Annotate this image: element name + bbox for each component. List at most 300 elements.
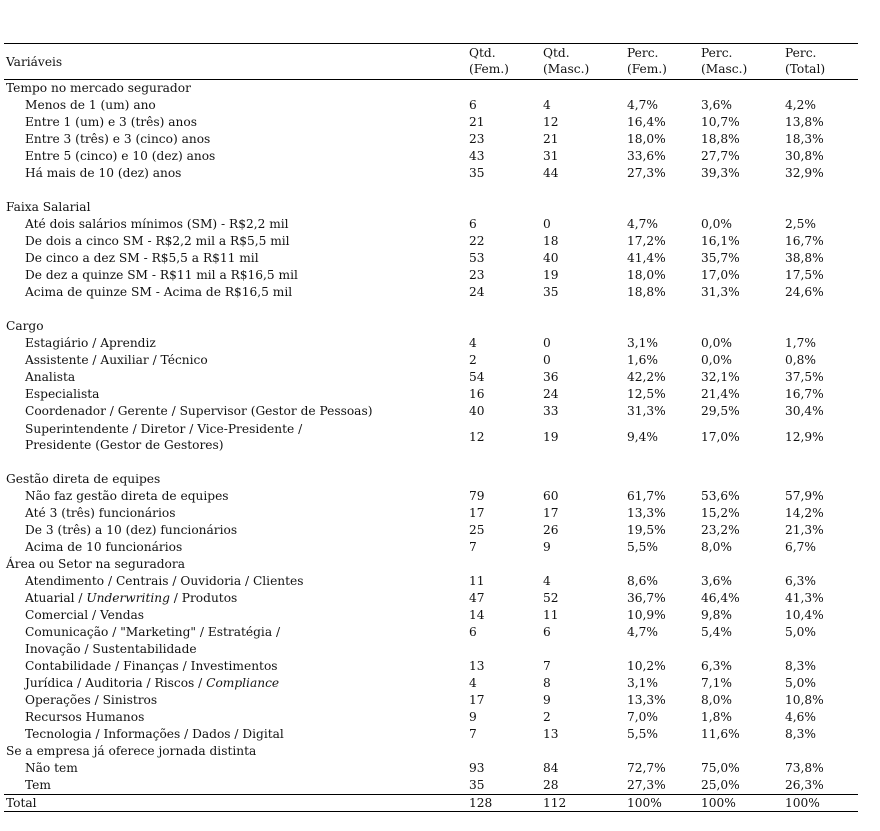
perc-total-cell: 26,3% bbox=[785, 778, 824, 792]
empty-cell bbox=[699, 556, 783, 573]
perc-masc-cell: 32,1% bbox=[701, 370, 740, 384]
perc-total-cell: 57,9% bbox=[785, 489, 824, 503]
qtd-masc-cell: 36 bbox=[543, 370, 559, 384]
qtd-fem-cell: 12 bbox=[469, 429, 485, 444]
row-label: Não tem bbox=[25, 761, 78, 775]
perc-total-cell bbox=[783, 641, 858, 658]
row-label: Tecnologia / Informações / Dados / Digital bbox=[25, 727, 284, 741]
perc-fem-cell: 16,4% bbox=[627, 115, 666, 129]
empty-cell bbox=[783, 556, 858, 573]
col-variaveis-header bbox=[4, 44, 467, 80]
table-row bbox=[4, 709, 858, 726]
perc-masc-cell: 9,8% bbox=[701, 608, 732, 622]
qtd-masc-cell: 17 bbox=[543, 506, 559, 520]
row-label: Tem bbox=[25, 778, 51, 792]
perc-total-cell: 16,7% bbox=[785, 234, 824, 248]
table-row bbox=[4, 352, 858, 369]
perc-fem-cell: 17,2% bbox=[627, 234, 666, 248]
header-text-line: (Total) bbox=[785, 62, 826, 76]
table-row bbox=[4, 216, 858, 233]
perc-fem-cell: 42,2% bbox=[627, 370, 666, 384]
qtd-masc-cell: 12 bbox=[543, 115, 559, 129]
empty-cell bbox=[467, 199, 541, 216]
perc-fem-cell: 33,6% bbox=[627, 149, 666, 163]
empty-cell bbox=[467, 471, 541, 488]
row-label-part: Atuarial / bbox=[25, 591, 87, 605]
qtd-fem-cell: 24 bbox=[469, 285, 485, 299]
perc-total-cell: 10,8% bbox=[785, 693, 824, 707]
qtd-fem-cell: 9 bbox=[469, 710, 477, 724]
perc-fem-cell: 18,8% bbox=[627, 285, 666, 299]
perc-fem-cell: 9,4% bbox=[627, 429, 658, 444]
perc-masc-cell: 75,0% bbox=[701, 761, 740, 775]
section-label: Área ou Setor na seguradora bbox=[6, 557, 185, 571]
perc-total-cell: 2,5% bbox=[785, 217, 816, 231]
row-label: Especialista bbox=[25, 387, 100, 401]
section-label: Faixa Salarial bbox=[6, 200, 91, 214]
perc-total-cell: 17,5% bbox=[785, 268, 824, 282]
empty-cell bbox=[699, 318, 783, 335]
header-text-line: (Masc.) bbox=[701, 62, 748, 76]
qtd-fem-cell: 17 bbox=[469, 506, 485, 520]
header-text-line: (Fem.) bbox=[469, 62, 509, 76]
perc-fem-cell: 27,3% bbox=[627, 166, 666, 180]
table-row bbox=[4, 488, 858, 505]
empty-cell bbox=[783, 318, 858, 335]
empty-cell bbox=[541, 556, 625, 573]
qtd-masc-cell: 19 bbox=[543, 429, 559, 444]
empty-cell bbox=[541, 318, 625, 335]
perc-masc-cell bbox=[699, 641, 783, 658]
table-row bbox=[4, 131, 858, 148]
header-text-line: Variáveis bbox=[6, 55, 63, 69]
perc-total-cell: 0,8% bbox=[785, 353, 816, 367]
row-label: Menos de 1 (um) ano bbox=[25, 98, 156, 112]
qtd-fem-cell: 93 bbox=[469, 761, 485, 775]
empty-cell bbox=[541, 471, 625, 488]
empty-cell bbox=[625, 743, 699, 760]
perc-total-cell: 30,4% bbox=[785, 404, 824, 418]
qtd-masc-cell: 52 bbox=[543, 591, 559, 605]
perc-masc-cell: 25,0% bbox=[701, 778, 740, 792]
empty-cell bbox=[699, 80, 783, 98]
empty-cell bbox=[699, 199, 783, 216]
qtd-masc-cell: 44 bbox=[543, 166, 559, 180]
perc-total-cell: 6,3% bbox=[785, 574, 816, 588]
section-row bbox=[4, 743, 858, 760]
table-row bbox=[4, 267, 858, 284]
perc-masc-cell: 3,6% bbox=[701, 574, 732, 588]
table-row bbox=[4, 607, 858, 624]
perc-fem-cell bbox=[625, 641, 699, 658]
qtd-masc-cell: 21 bbox=[543, 132, 559, 146]
row-label: Acima de quinze SM - Acima de R$16,5 mil bbox=[25, 285, 293, 299]
qtd-fem-cell: 11 bbox=[469, 574, 485, 588]
perc-masc-cell: 5,4% bbox=[701, 625, 732, 639]
qtd-masc-cell: 9 bbox=[543, 693, 551, 707]
empty-cell bbox=[625, 318, 699, 335]
perc-total-cell: 41,3% bbox=[785, 591, 824, 605]
perc-masc-cell: 11,6% bbox=[701, 727, 740, 741]
perc-fem-cell: 36,7% bbox=[627, 591, 666, 605]
empty-cell bbox=[541, 80, 625, 98]
row-label: Entre 1 (um) e 3 (três) anos bbox=[25, 115, 197, 129]
table-row bbox=[4, 403, 858, 420]
col-qtd-fem-header bbox=[467, 44, 541, 80]
perc-fem-cell: 4,7% bbox=[627, 217, 658, 231]
perc-total-cell: 10,4% bbox=[785, 608, 824, 622]
row-label: Analista bbox=[25, 370, 76, 384]
qtd-masc-cell: 84 bbox=[543, 761, 559, 775]
row-label: De 3 (três) a 10 (dez) funcionários bbox=[25, 523, 238, 537]
row-label: Recursos Humanos bbox=[25, 710, 145, 724]
spacer-row bbox=[4, 454, 858, 471]
perc-masc-cell: 6,3% bbox=[701, 659, 732, 673]
header-text-line: (Masc.) bbox=[543, 62, 590, 76]
perc-masc-cell: 17,0% bbox=[701, 268, 740, 282]
perc-fem-cell: 3,1% bbox=[627, 676, 658, 690]
qtd-fem-cell: 6 bbox=[469, 625, 477, 639]
qtd-fem-cell: 16 bbox=[469, 387, 485, 401]
qtd-masc-cell: 11 bbox=[543, 608, 559, 622]
qtd-masc-cell: 0 bbox=[543, 217, 551, 231]
row-label: Entre 5 (cinco) e 10 (dez) anos bbox=[25, 149, 216, 163]
spacer-row bbox=[4, 182, 858, 199]
table-row bbox=[4, 624, 858, 641]
qtd-masc-cell: 33 bbox=[543, 404, 559, 418]
section-row bbox=[4, 318, 858, 335]
perc-masc-cell: 46,4% bbox=[701, 591, 740, 605]
perc-total-cell: 21,3% bbox=[785, 523, 824, 537]
perc-masc-cell: 21,4% bbox=[701, 387, 740, 401]
table-row bbox=[4, 675, 858, 692]
qtd-masc-cell: 2 bbox=[543, 710, 551, 724]
perc-fem-cell: 5,5% bbox=[627, 727, 658, 741]
row-label: Não faz gestão direta de equipes bbox=[25, 489, 229, 503]
empty-cell bbox=[467, 556, 541, 573]
table-row bbox=[4, 148, 858, 165]
perc-fem-cell: 13,3% bbox=[627, 506, 666, 520]
qtd-masc-cell: 8 bbox=[543, 676, 551, 690]
header-text-line: Qtd. bbox=[469, 46, 496, 60]
table-body bbox=[4, 80, 858, 812]
empty-cell bbox=[625, 471, 699, 488]
spacer-cell bbox=[4, 301, 858, 318]
spacer-cell bbox=[4, 454, 858, 471]
row-label: Até dois salários mínimos (SM) - R$2,2 mil bbox=[25, 217, 289, 231]
qtd-fem-cell: 2 bbox=[469, 353, 477, 367]
perc-fem-cell: 31,3% bbox=[627, 404, 666, 418]
perc-masc-cell: 17,0% bbox=[701, 429, 740, 444]
perc-masc-cell: 7,1% bbox=[701, 676, 732, 690]
perc-masc-cell: 15,2% bbox=[701, 506, 740, 520]
table-row bbox=[4, 250, 858, 267]
data-table-container bbox=[4, 43, 858, 812]
table-row bbox=[4, 114, 858, 131]
empty-cell bbox=[541, 743, 625, 760]
qtd-masc-cell bbox=[541, 641, 625, 658]
qtd-fem-cell: 40 bbox=[469, 404, 485, 418]
perc-total-cell: 16,7% bbox=[785, 387, 824, 401]
perc-fem-cell: 41,4% bbox=[627, 251, 666, 265]
qtd-masc-cell: 24 bbox=[543, 387, 559, 401]
perc-total-cell: 4,2% bbox=[785, 98, 816, 112]
perc-total-cell: 73,8% bbox=[785, 761, 824, 775]
table-row bbox=[4, 658, 858, 675]
table-row bbox=[4, 522, 858, 539]
section-row bbox=[4, 471, 858, 488]
perc-total-cell: 38,8% bbox=[785, 251, 824, 265]
empty-cell bbox=[467, 743, 541, 760]
perc-fem-cell: 7,0% bbox=[627, 710, 658, 724]
perc-masc-cell: 0,0% bbox=[701, 336, 732, 350]
row-label-line: Superintendente / Diretor / Vice-Presidente / bbox=[25, 422, 303, 436]
row-label: Comercial / Vendas bbox=[25, 608, 145, 622]
qtd-fem-cell: 21 bbox=[469, 115, 485, 129]
qtd-masc-cell: 0 bbox=[543, 336, 551, 350]
perc-fem-cell: 10,2% bbox=[627, 659, 666, 673]
row-label-italic: Underwriting bbox=[86, 591, 170, 605]
perc-total-cell: 4,6% bbox=[785, 710, 816, 724]
qtd-fem-cell: 23 bbox=[469, 268, 485, 282]
perc-total-cell: 1,7% bbox=[785, 336, 816, 350]
qtd-masc-cell: 31 bbox=[543, 149, 559, 163]
table-row bbox=[4, 335, 858, 352]
qtd-fem-cell: 79 bbox=[469, 489, 485, 503]
qtd-masc-cell: 19 bbox=[543, 268, 559, 282]
row-label: Inovação / Sustentabilidade bbox=[25, 642, 197, 656]
header-text-line: Perc. bbox=[627, 46, 659, 60]
col-perc-masc-header bbox=[699, 44, 783, 80]
header-text-line: Qtd. bbox=[543, 46, 570, 60]
empty-cell bbox=[467, 80, 541, 98]
header-row bbox=[4, 44, 858, 80]
perc-fem-cell: 4,7% bbox=[627, 625, 658, 639]
qtd-fem-cell: 23 bbox=[469, 132, 485, 146]
table-row bbox=[4, 726, 858, 743]
row-label: Acima de 10 funcionários bbox=[25, 540, 183, 554]
empty-cell bbox=[783, 80, 858, 98]
qtd-fem-cell: 4 bbox=[469, 676, 477, 690]
qtd-masc-cell: 26 bbox=[543, 523, 559, 537]
row-label: De dez a quinze SM - R$11 mil a R$16,5 mil bbox=[25, 268, 298, 282]
row-label: De cinco a dez SM - R$5,5 a R$11 mil bbox=[25, 251, 259, 265]
section-label: Tempo no mercado segurador bbox=[6, 81, 191, 95]
perc-masc-cell: 0,0% bbox=[701, 353, 732, 367]
row-label: Contabilidade / Finanças / Investimentos bbox=[25, 659, 278, 673]
table-row bbox=[4, 369, 858, 386]
empty-cell bbox=[783, 743, 858, 760]
empty-cell bbox=[783, 199, 858, 216]
row-label: Operações / Sinistros bbox=[25, 693, 158, 707]
qtd-masc-cell: 35 bbox=[543, 285, 559, 299]
perc-masc-cell: 3,6% bbox=[701, 98, 732, 112]
row-label-part: / Produtos bbox=[169, 591, 238, 605]
perc-fem-cell: 19,5% bbox=[627, 523, 666, 537]
section-row bbox=[4, 556, 858, 573]
row-label bbox=[4, 675, 467, 692]
table-row bbox=[4, 97, 858, 114]
spacer-row bbox=[4, 301, 858, 318]
qtd-fem-cell: 6 bbox=[469, 98, 477, 112]
table-row bbox=[4, 777, 858, 795]
header-text-line: (Fem.) bbox=[627, 62, 667, 76]
empty-cell bbox=[541, 199, 625, 216]
qtd-fem-cell: 22 bbox=[469, 234, 485, 248]
qtd-fem-cell: 7 bbox=[469, 540, 477, 554]
perc-fem-cell: 5,5% bbox=[627, 540, 658, 554]
qtd-fem-cell: 54 bbox=[469, 370, 485, 384]
empty-cell bbox=[467, 318, 541, 335]
total-label: Total bbox=[6, 796, 37, 810]
qtd-masc-cell: 13 bbox=[543, 727, 559, 741]
total-perc-fem-cell: 100% bbox=[627, 796, 662, 810]
table-row bbox=[4, 386, 858, 403]
table-row bbox=[4, 641, 858, 658]
qtd-masc-cell: 9 bbox=[543, 540, 551, 554]
qtd-fem-cell bbox=[467, 641, 541, 658]
qtd-fem-cell: 13 bbox=[469, 659, 485, 673]
table-row bbox=[4, 420, 858, 454]
qtd-masc-cell: 18 bbox=[543, 234, 559, 248]
perc-total-cell: 30,8% bbox=[785, 149, 824, 163]
table-row bbox=[4, 590, 858, 607]
qtd-masc-cell: 28 bbox=[543, 778, 559, 792]
row-label-part: Jurídica / Auditoria / Riscos / bbox=[25, 676, 207, 690]
perc-masc-cell: 10,7% bbox=[701, 115, 740, 129]
perc-masc-cell: 39,3% bbox=[701, 166, 740, 180]
qtd-masc-cell: 4 bbox=[543, 574, 551, 588]
empty-cell bbox=[625, 199, 699, 216]
perc-fem-cell: 12,5% bbox=[627, 387, 666, 401]
perc-fem-cell: 4,7% bbox=[627, 98, 658, 112]
perc-fem-cell: 61,7% bbox=[627, 489, 666, 503]
row-label-line: Presidente (Gestor de Gestores) bbox=[25, 438, 224, 452]
qtd-fem-cell: 35 bbox=[469, 166, 485, 180]
perc-total-cell: 5,0% bbox=[785, 625, 816, 639]
qtd-fem-cell: 53 bbox=[469, 251, 485, 265]
empty-cell bbox=[699, 743, 783, 760]
qtd-fem-cell: 47 bbox=[469, 591, 485, 605]
perc-masc-cell: 53,6% bbox=[701, 489, 740, 503]
section-label: Gestão direta de equipes bbox=[6, 472, 161, 486]
perc-fem-cell: 13,3% bbox=[627, 693, 666, 707]
perc-masc-cell: 31,3% bbox=[701, 285, 740, 299]
perc-masc-cell: 8,0% bbox=[701, 693, 732, 707]
qtd-masc-cell: 4 bbox=[543, 98, 551, 112]
table-row bbox=[4, 284, 858, 301]
perc-masc-cell: 35,7% bbox=[701, 251, 740, 265]
perc-fem-cell: 3,1% bbox=[627, 336, 658, 350]
survey-table bbox=[4, 43, 858, 812]
perc-total-cell: 37,5% bbox=[785, 370, 824, 384]
perc-fem-cell: 10,9% bbox=[627, 608, 666, 622]
perc-fem-cell: 18,0% bbox=[627, 132, 666, 146]
qtd-masc-cell: 0 bbox=[543, 353, 551, 367]
row-label bbox=[4, 420, 467, 454]
row-label-italic: Compliance bbox=[206, 676, 280, 690]
qtd-fem-cell: 43 bbox=[469, 149, 485, 163]
row-label: De dois a cinco SM - R$2,2 mil a R$5,5 mil bbox=[25, 234, 290, 248]
qtd-fem-cell: 25 bbox=[469, 523, 485, 537]
row-label: Estagiário / Aprendiz bbox=[25, 336, 156, 350]
section-row bbox=[4, 80, 858, 98]
header-text-line: Perc. bbox=[785, 46, 817, 60]
perc-total-cell: 8,3% bbox=[785, 659, 816, 673]
col-perc-total-header bbox=[783, 44, 858, 80]
qtd-fem-cell: 4 bbox=[469, 336, 477, 350]
total-perc-total-cell: 100% bbox=[785, 796, 820, 810]
perc-fem-cell: 27,3% bbox=[627, 778, 666, 792]
perc-masc-cell: 29,5% bbox=[701, 404, 740, 418]
perc-masc-cell: 23,2% bbox=[701, 523, 740, 537]
table-row bbox=[4, 505, 858, 522]
row-label bbox=[4, 590, 467, 607]
qtd-fem-cell: 35 bbox=[469, 778, 485, 792]
perc-total-cell: 14,2% bbox=[785, 506, 824, 520]
table-row bbox=[4, 233, 858, 250]
perc-total-cell: 24,6% bbox=[785, 285, 824, 299]
row-label: Comunicação / "Marketing" / Estratégia / bbox=[25, 625, 281, 639]
row-label: Coordenador / Gerente / Supervisor (Gestor de Pessoas) bbox=[25, 404, 373, 418]
section-row bbox=[4, 199, 858, 216]
perc-total-cell: 5,0% bbox=[785, 676, 816, 690]
empty-cell bbox=[699, 471, 783, 488]
perc-total-cell: 6,7% bbox=[785, 540, 816, 554]
total-qtd-masc-cell: 112 bbox=[543, 796, 567, 810]
perc-total-cell: 8,3% bbox=[785, 727, 816, 741]
qtd-fem-cell: 7 bbox=[469, 727, 477, 741]
table-row bbox=[4, 760, 858, 777]
qtd-masc-cell: 6 bbox=[543, 625, 551, 639]
perc-fem-cell: 72,7% bbox=[627, 761, 666, 775]
perc-masc-cell: 27,7% bbox=[701, 149, 740, 163]
header-text-line: Perc. bbox=[701, 46, 733, 60]
perc-total-cell: 13,8% bbox=[785, 115, 824, 129]
table-row bbox=[4, 573, 858, 590]
spacer-cell bbox=[4, 182, 858, 199]
table-row bbox=[4, 692, 858, 709]
perc-total-cell: 18,3% bbox=[785, 132, 824, 146]
table-row bbox=[4, 539, 858, 556]
empty-cell bbox=[625, 556, 699, 573]
row-label: Atendimento / Centrais / Ouvidoria / Clientes bbox=[25, 574, 304, 588]
section-label: Cargo bbox=[6, 319, 44, 333]
section-label: Se a empresa já oferece jornada distinta bbox=[6, 744, 257, 758]
table-row bbox=[4, 165, 858, 182]
empty-cell bbox=[783, 471, 858, 488]
perc-fem-cell: 18,0% bbox=[627, 268, 666, 282]
row-label: Até 3 (três) funcionários bbox=[25, 506, 176, 520]
perc-masc-cell: 18,8% bbox=[701, 132, 740, 146]
qtd-fem-cell: 6 bbox=[469, 217, 477, 231]
perc-masc-cell: 16,1% bbox=[701, 234, 740, 248]
total-qtd-fem-cell: 128 bbox=[469, 796, 493, 810]
perc-masc-cell: 1,8% bbox=[701, 710, 732, 724]
table-header bbox=[4, 44, 858, 80]
qtd-masc-cell: 40 bbox=[543, 251, 559, 265]
empty-cell bbox=[625, 80, 699, 98]
qtd-masc-cell: 60 bbox=[543, 489, 559, 503]
row-label: Entre 3 (três) e 3 (cinco) anos bbox=[25, 132, 211, 146]
perc-total-cell: 32,9% bbox=[785, 166, 824, 180]
qtd-fem-cell: 17 bbox=[469, 693, 485, 707]
row-label: Há mais de 10 (dez) anos bbox=[25, 166, 182, 180]
perc-masc-cell: 0,0% bbox=[701, 217, 732, 231]
perc-masc-cell: 8,0% bbox=[701, 540, 732, 554]
total-row bbox=[4, 795, 858, 812]
row-label: Assistente / Auxiliar / Técnico bbox=[25, 353, 208, 367]
